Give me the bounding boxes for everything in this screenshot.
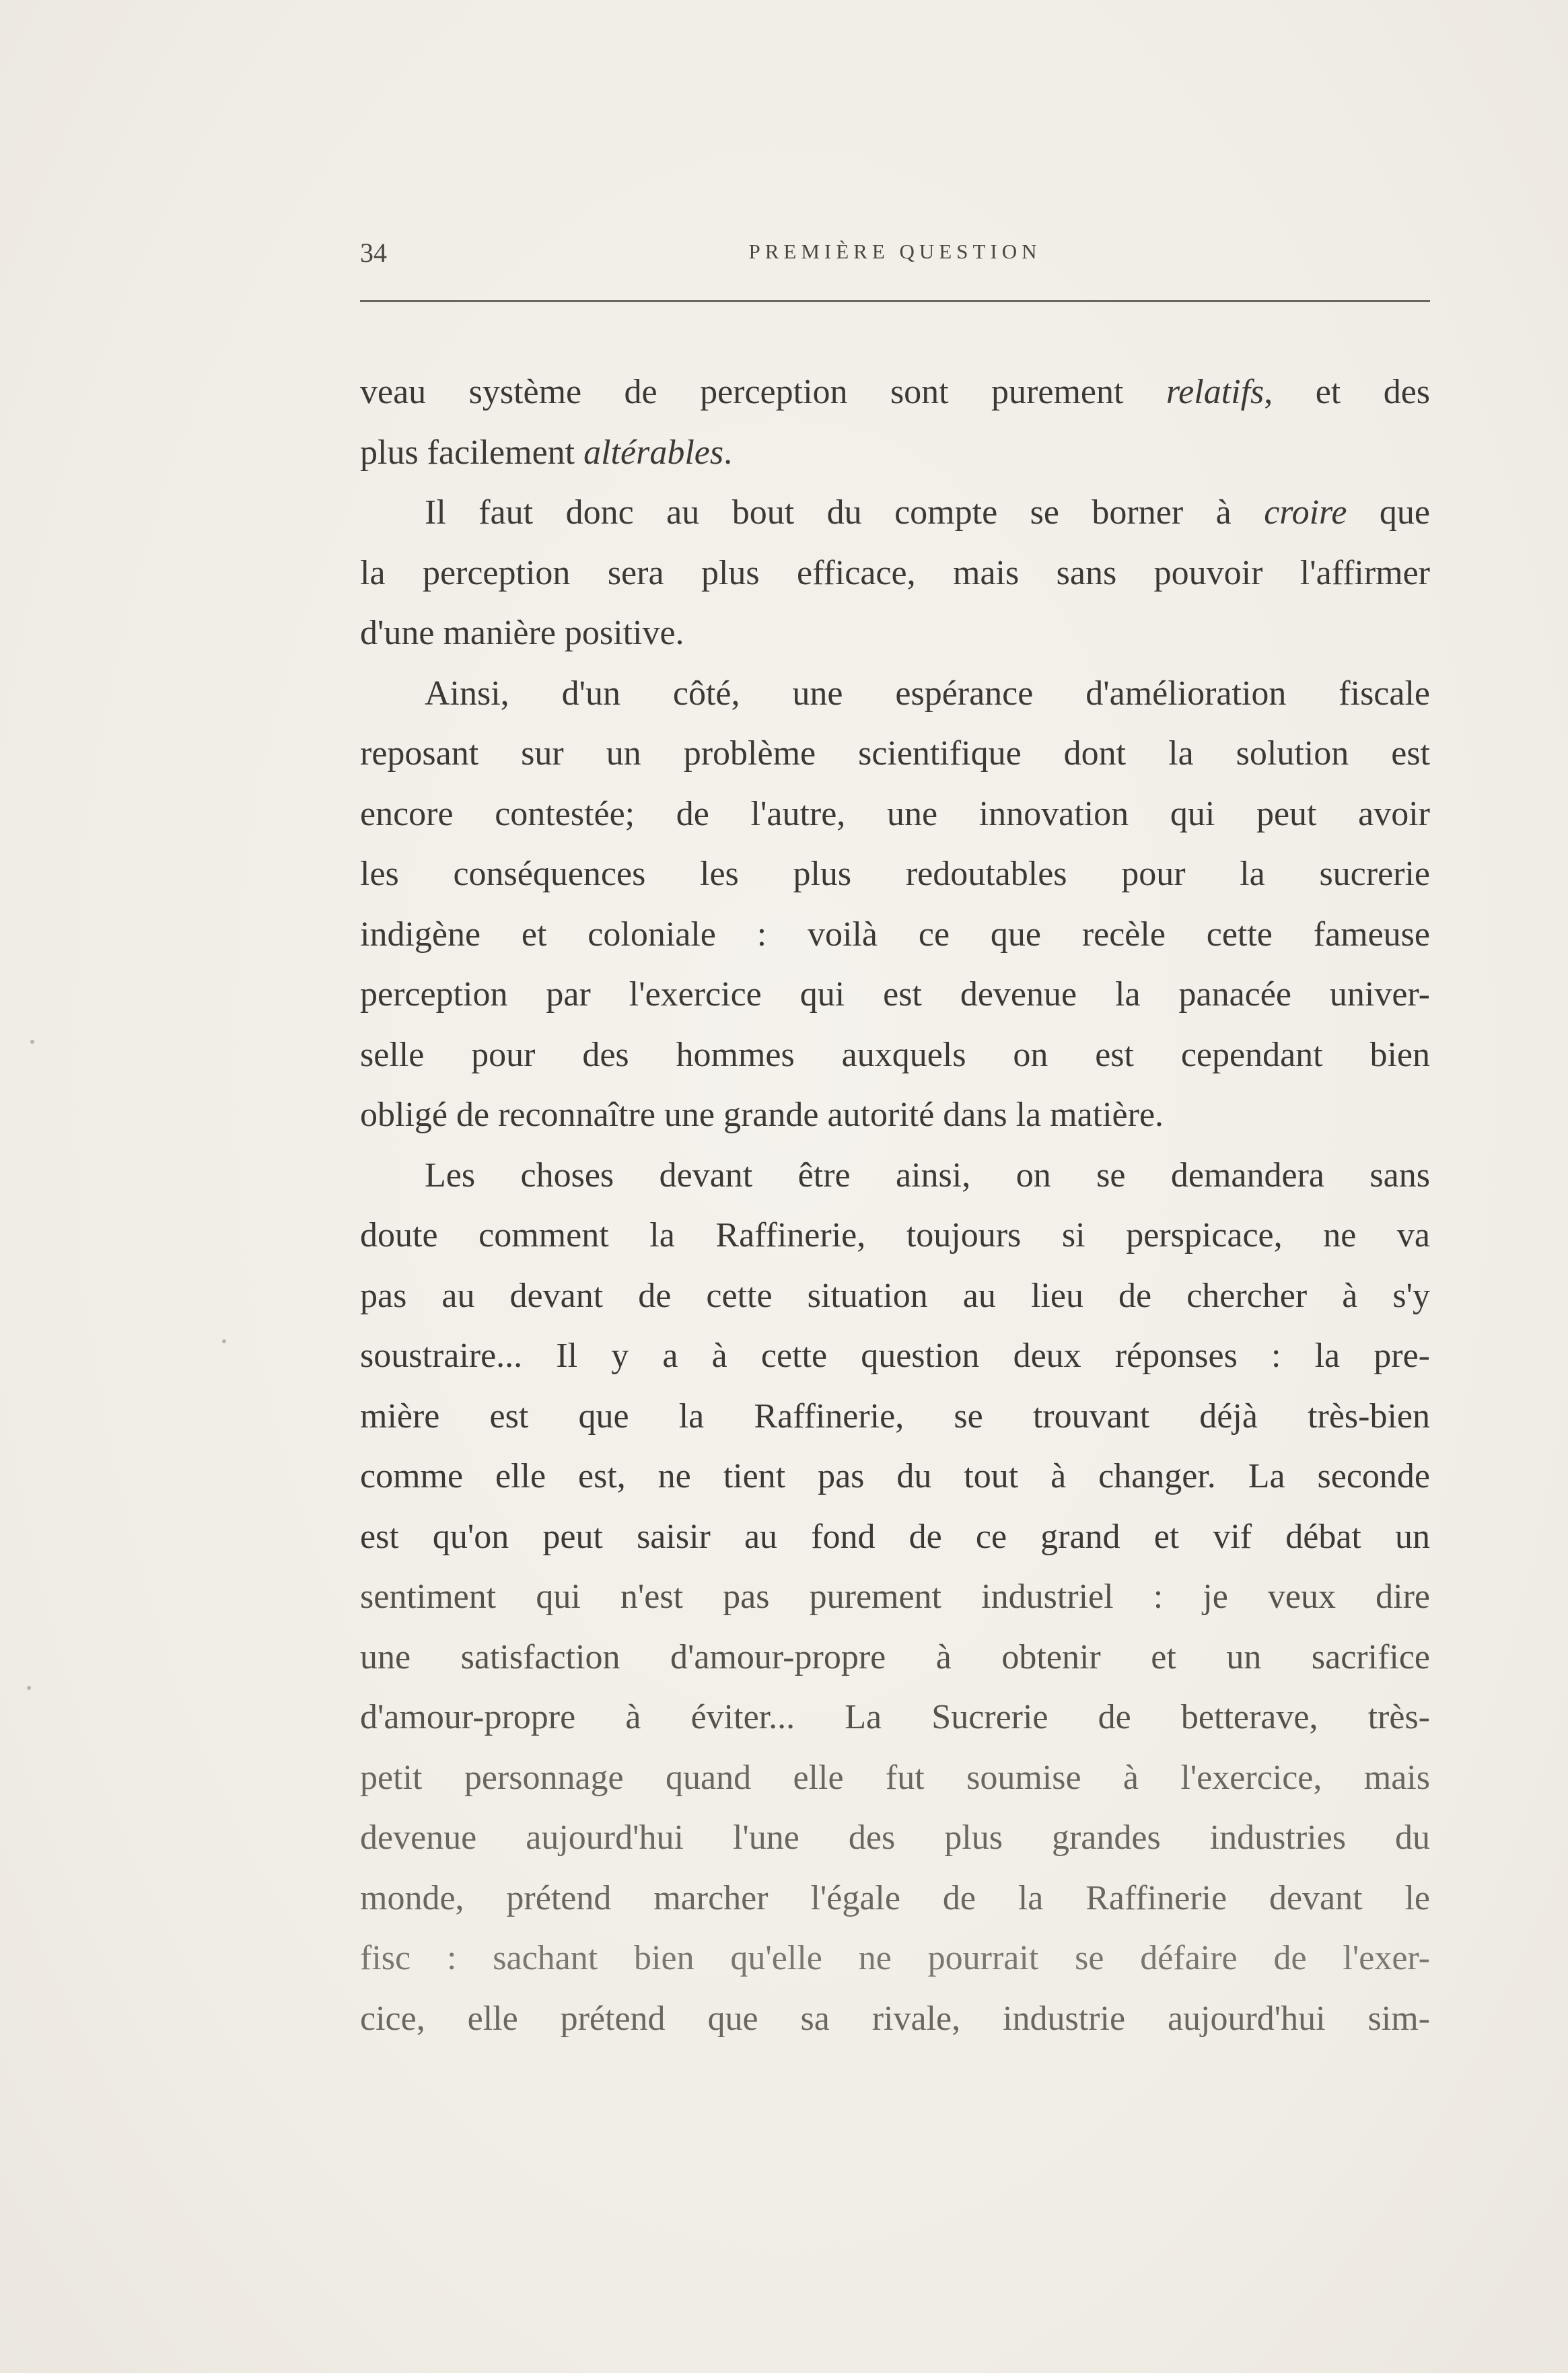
text-line: mière est que la Raffinerie, se trouvant déjà très-bien: [360, 1396, 1430, 1436]
text-line: d'amour-propre à éviter... La Sucrerie de betterave, très-: [360, 1698, 1430, 1736]
text-line: comme elle est, ne tient pas du tout à changer. La seconde: [360, 1457, 1430, 1495]
text-line: est qu'on peut saisir au fond de ce grand et vif débat un: [360, 1517, 1430, 1556]
text-line: Ainsi, d'un côté, une espérance d'amélioration fiscale: [425, 674, 1430, 713]
text-line: obligé de reconnaître une grande autorité dans la matière.: [360, 1096, 1164, 1134]
text-line: indigène et coloniale : voilà ce que recèle cette fameuse: [360, 915, 1430, 954]
paper-speck: [27, 1686, 31, 1690]
text-line: pas au devant de cette situation au lieu de chercher à s'y: [360, 1276, 1430, 1315]
text-line: la perception sera plus efficace, mais sans pouvoir l'affirmer: [360, 553, 1430, 592]
page-number: 34: [360, 238, 387, 268]
text-line: fisc : sachant bien qu'elle ne pourrait se défaire de l'exer-: [360, 1939, 1430, 1977]
text-line: les conséquences les plus redoutables pour la sucrerie: [360, 855, 1430, 893]
body-text: [360, 362, 1430, 2049]
running-title: PREMIÈRE QUESTION: [748, 240, 1042, 263]
paper-speck: [222, 1339, 226, 1343]
text-line: plus facilement altérables.: [360, 433, 733, 472]
text-line: encore contestée; de l'autre, une innovation qui peut avoir: [360, 794, 1430, 833]
text-line: petit personnage quand elle fut soumise à l'exercice, mais: [360, 1758, 1430, 1797]
text-line: reposant sur un problème scientifique dont la solution est: [360, 734, 1430, 773]
text-line: une satisfaction d'amour-propre à obtenir et un sacrifice: [360, 1637, 1430, 1676]
text-line: perception par l'exercice qui est devenue la panacée univer-: [360, 975, 1430, 1014]
paper-speck: [30, 1040, 34, 1044]
text-line: selle pour des hommes auxquels on est cependant bien: [360, 1035, 1430, 1074]
text-line: veau système de perception sont purement relatifs, et des: [360, 373, 1431, 411]
text-line: Il faut donc au bout du compte se borner à croire que: [425, 493, 1430, 532]
text-line: Les choses devant être ainsi, on se demandera sans: [425, 1156, 1430, 1195]
header-rule: [360, 300, 1430, 302]
running-head: [360, 237, 1430, 277]
text-line: doute comment la Raffinerie, toujours si perspicace, ne va: [360, 1216, 1430, 1254]
text-line: monde, prétend marcher l'égale de la Raffinerie devant le: [360, 1878, 1430, 1917]
text-line: cice, elle prétend que sa rivale, industrie aujourd'hui sim-: [360, 1999, 1430, 2038]
text-line: soustraire... Il y a à cette question deux réponses : la pre-: [360, 1337, 1430, 1375]
text-line: devenue aujourd'hui l'une des plus grandes industries du: [360, 1818, 1430, 1857]
text-line: d'une manière positive.: [360, 614, 684, 652]
text-line: sentiment qui n'est pas purement industriel : je veux dire: [360, 1578, 1430, 1616]
